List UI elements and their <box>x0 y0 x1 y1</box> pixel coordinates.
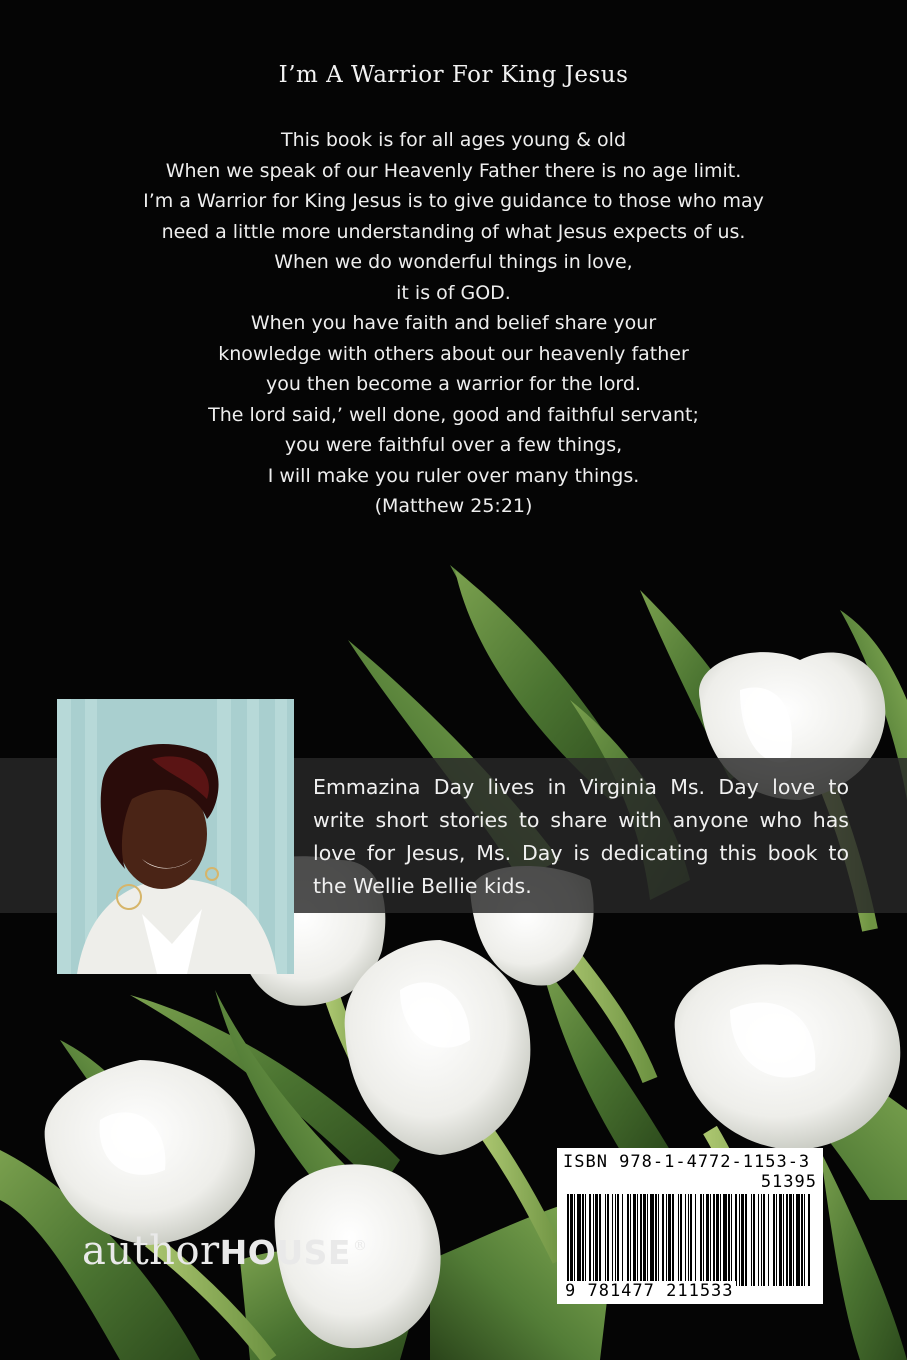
barcode-bar <box>685 1194 686 1286</box>
barcode-bar <box>753 1194 755 1286</box>
barcode-bar <box>574 1194 575 1286</box>
barcode-bar <box>582 1194 584 1286</box>
barcode-bar <box>678 1194 679 1286</box>
barcode-bar <box>633 1194 636 1286</box>
barcode-bar <box>630 1194 631 1286</box>
bio-line: love for Jesus, Ms. Day is dedicating this book to <box>313 841 849 865</box>
barcode-bar <box>739 1194 740 1286</box>
blurb-line: The lord said,’ well done, good and faithful servant; <box>208 403 699 426</box>
barcode-bar <box>741 1194 744 1286</box>
barcode-bar <box>605 1194 606 1286</box>
barcode-bar <box>706 1194 709 1286</box>
barcode-bar <box>650 1194 654 1286</box>
barcode-bar <box>700 1194 702 1286</box>
barcode-bar <box>658 1194 659 1286</box>
barcode-bar <box>786 1194 788 1286</box>
barcode-bar <box>655 1194 657 1286</box>
bio-line: write short stories to share with anyone who has <box>313 808 849 832</box>
blurb <box>60 125 847 522</box>
blurb-line: knowledge with others about our heavenly father <box>218 342 689 365</box>
publisher-upper: HOUSE <box>219 1233 351 1272</box>
barcode-bar <box>647 1194 648 1286</box>
barcode-bar <box>599 1194 601 1286</box>
barcode-bar <box>627 1194 629 1286</box>
barcode-bar <box>643 1194 646 1286</box>
blurb-line: This book is for all ages young & old <box>280 129 627 151</box>
barcode-bar <box>801 1194 803 1286</box>
barcode-bar <box>570 1194 573 1286</box>
barcode-bar <box>593 1194 594 1286</box>
barcode-bar <box>776 1194 777 1286</box>
barcode-bar <box>789 1194 792 1286</box>
barcode-bar <box>688 1194 689 1286</box>
barcode-bar <box>779 1194 782 1286</box>
barcode-bar <box>672 1194 674 1286</box>
barcode-bar <box>713 1194 715 1286</box>
barcode-bar <box>589 1194 591 1286</box>
barcode-bar <box>758 1194 759 1286</box>
barcode-bar <box>720 1194 721 1286</box>
barcode-bar <box>662 1194 664 1286</box>
bio-line: Emmazina Day lives in Virginia Ms. Day love to <box>313 775 849 799</box>
barcode-bar <box>615 1194 616 1286</box>
publisher-lower: author <box>82 1228 220 1274</box>
barcode-bar <box>637 1194 638 1286</box>
barcode-bar <box>745 1194 747 1286</box>
registered-mark: ® <box>352 1237 368 1254</box>
barcode-bar <box>567 1194 569 1286</box>
blurb-line: I will make you ruler over many things. <box>267 464 640 487</box>
barcode-bar <box>716 1194 719 1286</box>
book-title: I’m A Warrior For King Jesus <box>278 62 629 88</box>
barcode-bar <box>577 1194 581 1286</box>
bio-line: the Wellie Bellie kids. <box>313 874 532 898</box>
barcode-bar <box>735 1194 737 1286</box>
barcode-bar <box>731 1194 732 1286</box>
barcode-bar <box>595 1194 598 1286</box>
barcode-bar <box>728 1194 730 1286</box>
barcode-bar <box>723 1194 727 1286</box>
barcode-bar <box>751 1194 752 1286</box>
author-bio <box>313 771 849 903</box>
barcode-bar <box>622 1194 623 1286</box>
barcode-bar <box>710 1194 711 1286</box>
barcode-bars <box>567 1194 813 1286</box>
barcode <box>557 1148 823 1304</box>
publisher-logo <box>82 1228 367 1274</box>
blurb-line: it is of GOD. <box>396 281 511 304</box>
author-photo <box>57 699 294 974</box>
isbn-text: ISBN 978-1-4772-1153-3 <box>563 1152 811 1172</box>
barcode-bar <box>804 1194 805 1286</box>
barcode-bar <box>612 1194 613 1286</box>
blurb-line: you were faithful over a few things, <box>284 434 623 456</box>
barcode-bar <box>796 1194 800 1286</box>
barcode-digits: 9 781477 211533 <box>565 1281 734 1301</box>
barcode-bar <box>690 1194 692 1286</box>
barcode-bar <box>640 1194 642 1286</box>
barcode-bar <box>607 1194 609 1286</box>
blurb-line: I’m a Warrior for King Jesus is to give guidance to those who may <box>143 190 764 212</box>
barcode-bar <box>761 1194 762 1286</box>
barcode-bar <box>783 1194 784 1286</box>
blurb-line: When we do wonderful things in love, <box>274 251 633 273</box>
barcode-bar <box>585 1194 586 1286</box>
barcode-bar <box>703 1194 704 1286</box>
blurb-line: you then become a warrior for the lord. <box>265 373 642 395</box>
blurb-line: When you have faith and belief share your <box>250 312 657 334</box>
barcode-bar <box>808 1194 810 1286</box>
price-code: 51395 <box>760 1172 817 1192</box>
blurb-line: need a little more understanding of what Jesus expects of us. <box>161 220 746 243</box>
barcode-bar <box>768 1194 769 1286</box>
barcode-bar <box>680 1194 682 1286</box>
barcode-bar <box>617 1194 619 1286</box>
barcode-bar <box>668 1194 671 1286</box>
barcode-bar <box>763 1194 765 1286</box>
barcode-bar <box>695 1194 696 1286</box>
barcode-bar <box>666 1194 667 1286</box>
barcode-bar <box>793 1194 794 1286</box>
blurb-line: (Matthew 25:21) <box>374 495 533 517</box>
blurb-line: When we speak of our Heavenly Father there is no age limit. <box>165 159 742 182</box>
barcode-bar <box>773 1194 775 1286</box>
